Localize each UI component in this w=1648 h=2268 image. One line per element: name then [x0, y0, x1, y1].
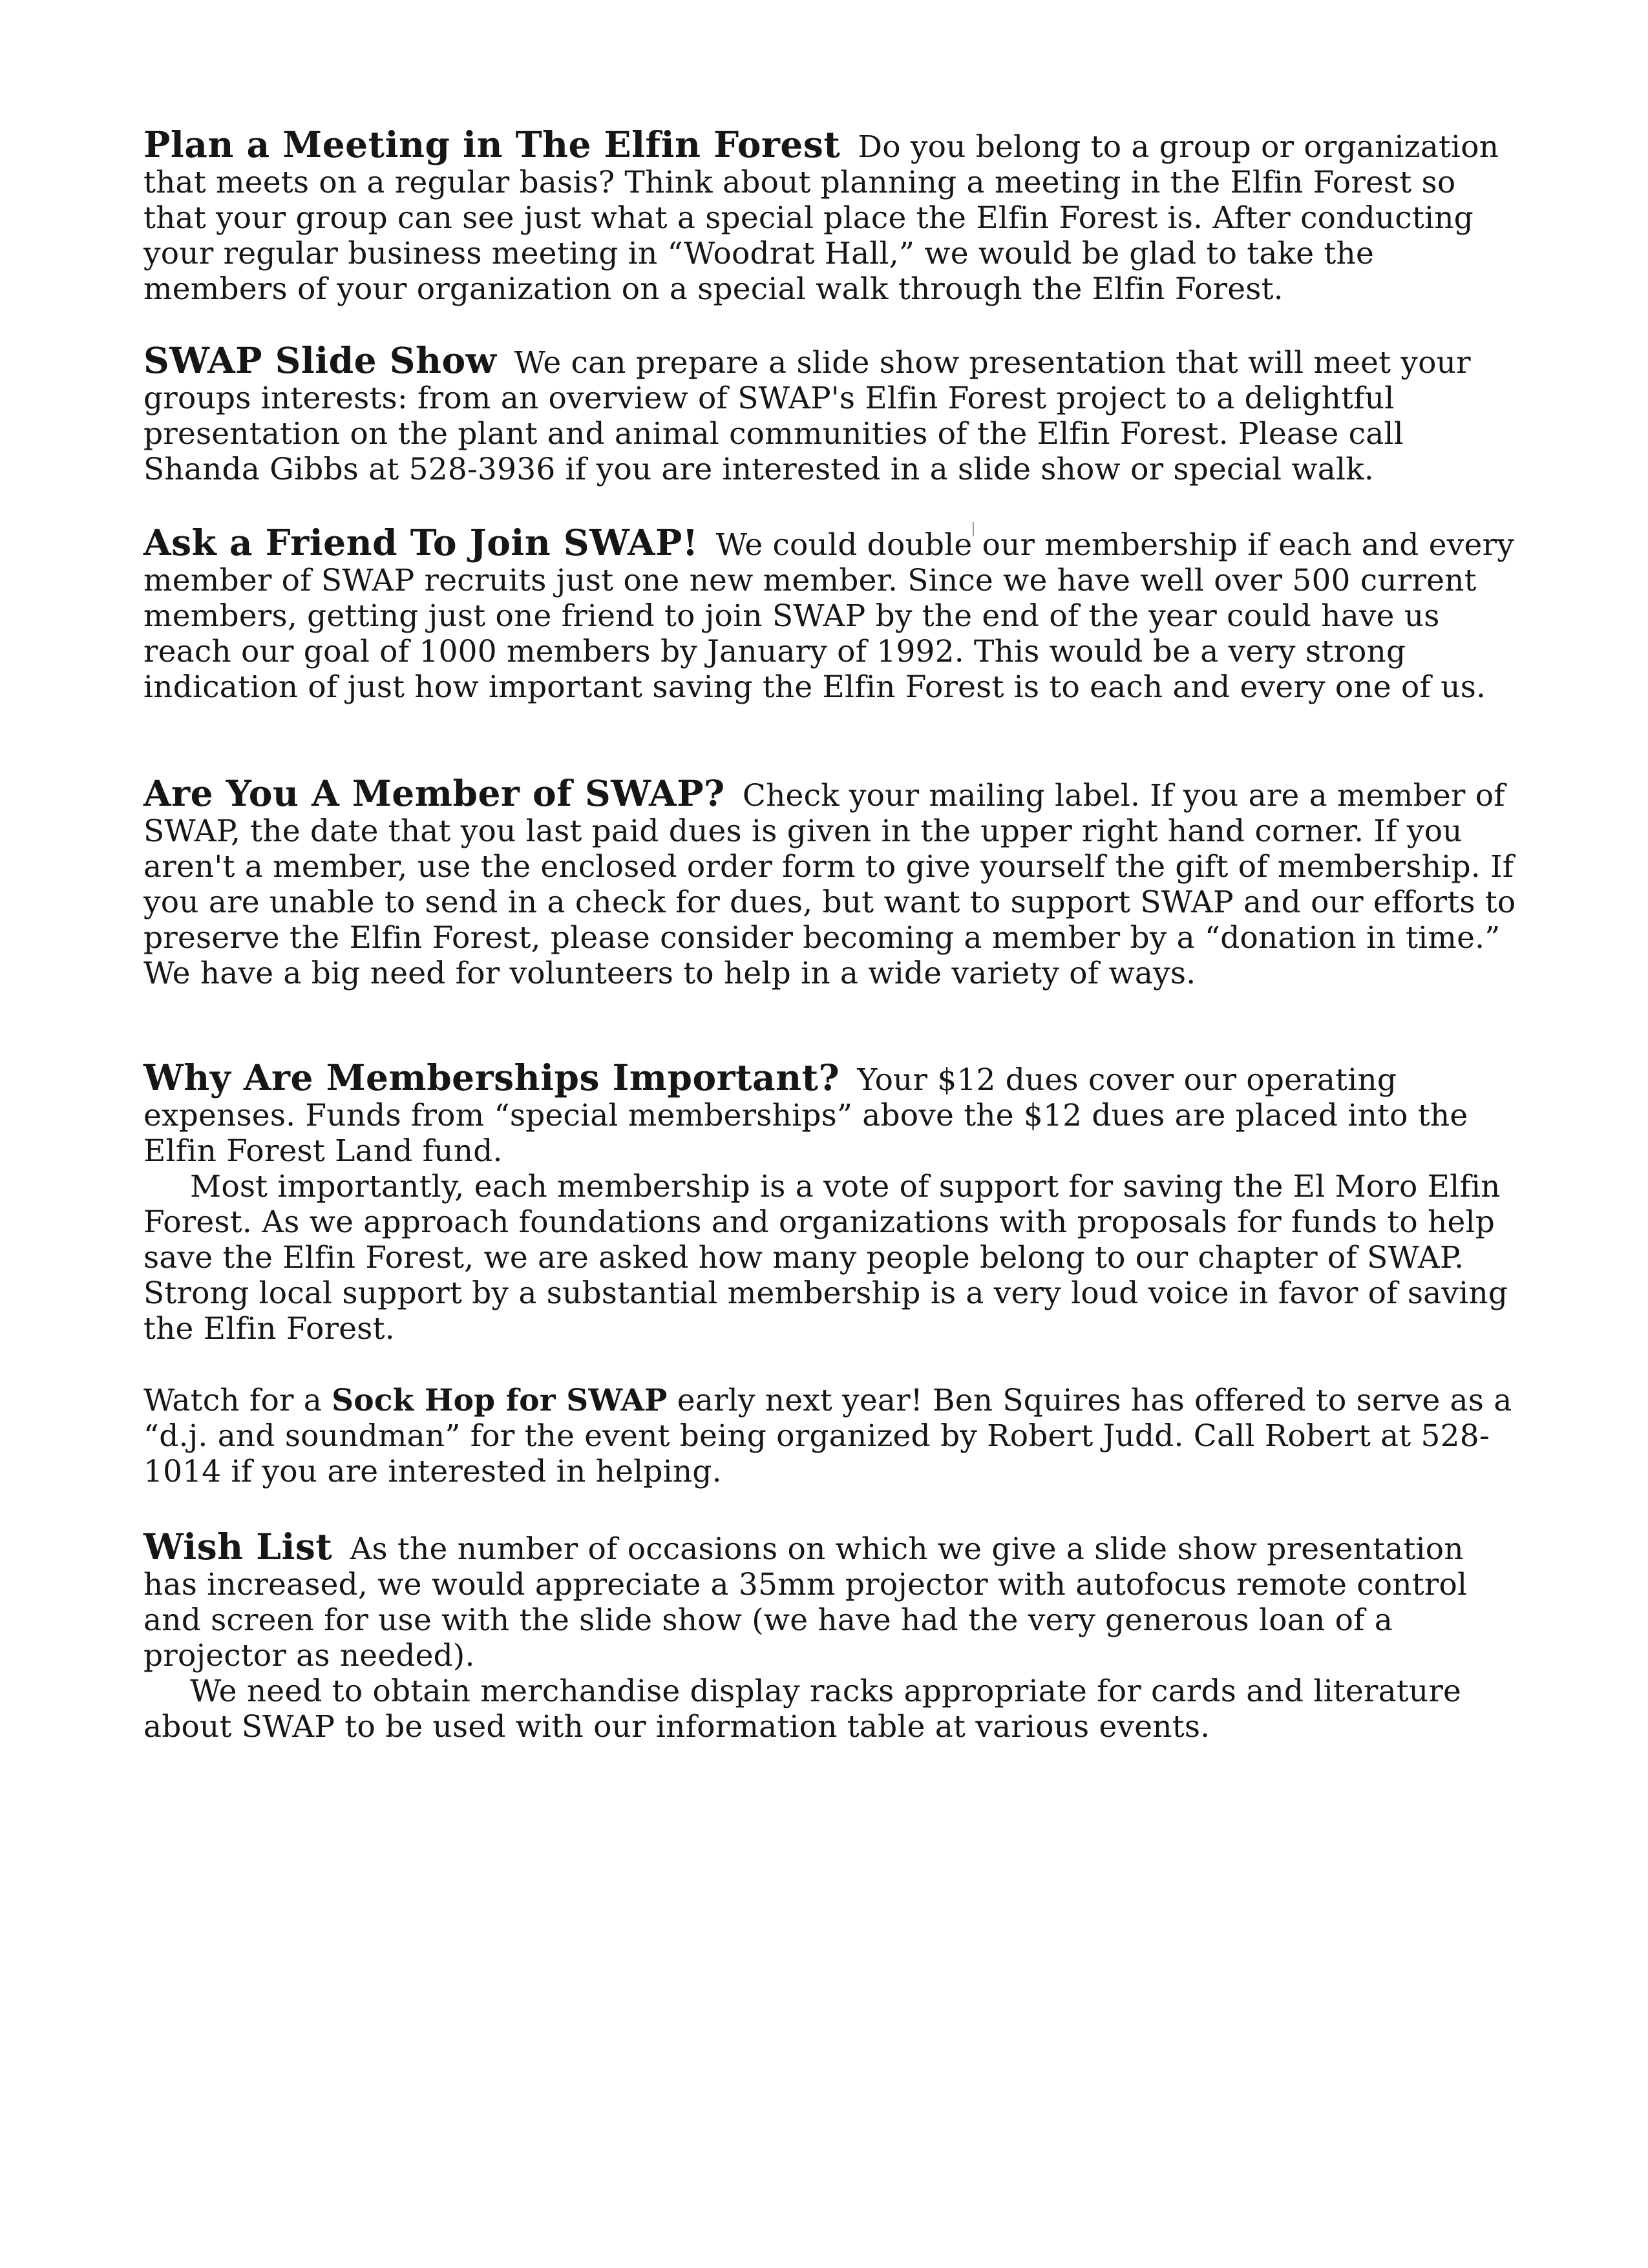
sock-hop-event-name: Sock Hop for SWAP [332, 1383, 668, 1418]
section-body-paragraph-2: Most importantly, each membership is a vote of support for saving the El Moro Elfin Forest. As we approach foundations and organizations with proposals for funds to help save the Elfin Forest, we are asked how many people belong to our chapter of SWAP. Strong local support by a substantial membership is a very loud voice in favor of saving the Elfin Forest. [143, 1169, 1508, 1347]
sock-hop-prefix: Watch for a [143, 1383, 322, 1418]
section-heading: Wish List [143, 1526, 333, 1568]
section-body: We can prepare a slide show presentation that will meet your groups interests: from an overview of SWAP's Elfin Forest project to a delightful presentation on the plant and animal communities of the Elfin Forest. Please call Shanda Gibbs at 528-3936 if you are interested in a slide show or special walk. [143, 345, 1471, 487]
section-sock-hop [143, 1383, 1520, 1489]
section-body: We could double our membership if each and every member of SWAP recruits just one new member. Since we have well over 500 current members, getting just one friend to join SWAP by the end of the year could have us reach our goal of 1000 members by January of 1992. This would be a very strong indication of just how important saving the Elfin Forest is to each and every one of us. [143, 527, 1514, 705]
section-heading: Why Are Memberships Important? [143, 1056, 840, 1098]
section-heading: Plan a Meeting in The Elfin Forest [143, 123, 841, 165]
section-body: As the number of occasions on which we give a slide show presentation has increased, we would appreciate a 35mm projector with autofocus remote control and screen for use with the slide show (we have had the very generous loan of a projector as needed). [143, 1531, 1468, 1674]
section-body-paragraph-2: We need to obtain merchandise display racks appropriate for cards and literature about SWAP to be used with our information table at various events. [143, 1674, 1462, 1745]
section-slide-show [143, 339, 1520, 487]
section-body: Your $12 dues cover our operating expenses. Funds from “special memberships” above the $12 dues are placed into the Elfin Forest Land fund. [143, 1062, 1468, 1169]
section-heading: Are You A Member of SWAP? [143, 772, 725, 814]
section-why-memberships [143, 1056, 1520, 1347]
section-heading: SWAP Slide Show [143, 339, 497, 381]
section-are-you-member [143, 772, 1520, 991]
section-body: Do you belong to a group or organization that meets on a regular basis? Think about planning a meeting in the Elfin Forest so that your group can see just what a special place the Elfin Forest is. After conducting your regular business meeting in “Woodrat Hall,” we would be glad to take the members of your organization on a special walk through the Elfin Forest. [143, 129, 1499, 307]
section-plan-meeting [143, 123, 1520, 307]
section-ask-friend [143, 521, 1520, 705]
section-heading: Ask a Friend To Join SWAP! [143, 521, 699, 563]
section-wish-list [143, 1526, 1520, 1745]
section-body: Check your mailing label. If you are a member of SWAP, the date that you last paid dues is given in the upper right hand corner. If you aren't a member, use the enclosed order form to give yourself the gift of membership. If you are unable to send in a check for dues, but want to support SWAP and our efforts to preserve the Elfin Forest, please consider becoming a member by a “donation in time.” We have a big need for volunteers to help in a wide variety of ways. [143, 778, 1516, 991]
sock-hop-suffix: early next year! Ben Squires has offered to serve as a “d.j. and soundman” for the event being organized by Robert Judd. Call Robert at 528-1014 if you are interested in helping. [143, 1383, 1512, 1489]
